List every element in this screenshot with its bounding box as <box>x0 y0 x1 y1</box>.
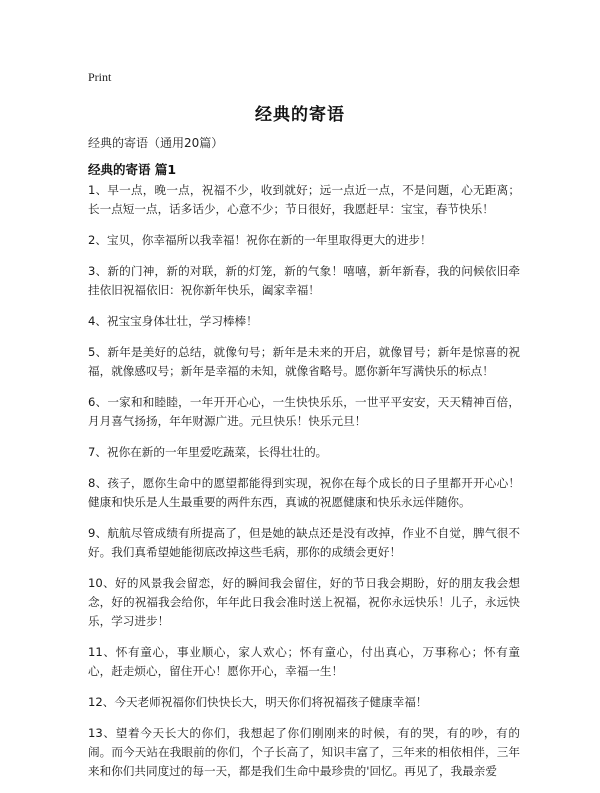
entry-paragraph: 9、航航尽管成绩有所提高了，但是她的缺点还是没有改掉，作业不自觉，脾气很不好。我们真希望她能彻底改掉这些毛病，那你的成绩会更好！ <box>88 526 520 559</box>
entry-paragraph: 13、望着今天长大的你们，我想起了你们刚刚来的时候，有的哭，有的吵，有的闹。而今天站在我眼前的你们，个子长高了，知识丰富了，三年来的相依相伴，三年来和你们共同度过的每一天，都是我们生命中最珍贵的'回忆。再见了，我最亲爱 <box>88 726 520 778</box>
entry-paragraph: 5、新年是美好的总结，就像句号；新年是未来的开启，就像冒号；新年是惊喜的祝福，就像感叹号；新年是幸福的未知，就像省略号。愿你新年写满快乐的标点！ <box>88 345 520 378</box>
entry-paragraph: 8、孩子，愿你生命中的愿望都能得到实现，祝你在每个成长的日子里都开开心心！健康和快乐是人生最重要的两件东西，真诚的祝愿健康和快乐永远伴随你。 <box>88 476 520 509</box>
entry-paragraph: 6、一家和和睦睦，一年开开心心，一生快快乐乐，一世平平安安，天天精神百倍，月月喜气扬扬，年年财源广进。元旦快乐！快乐元旦！ <box>88 395 520 428</box>
entry-paragraph: 4、祝宝宝身体壮壮，学习棒棒！ <box>88 314 258 328</box>
entry-paragraph: 3、新的门神，新的对联，新的灯笼，新的气象！嘻嘻，新年新春，我的问候依旧牵挂依旧祝福依旧：祝你新年快乐，阖家幸福！ <box>88 264 520 297</box>
page-title: 经典的寄语 <box>255 105 345 125</box>
entry-paragraph: 7、祝你在新的一年里爱吃蔬菜，长得壮壮的。 <box>88 445 328 459</box>
entry-paragraph: 11、怀有童心，事业顺心，家人欢心；怀有童心，付出真心，万事称心；怀有童心，赶走烦心，留住开心！愿你开心，幸福一生！ <box>88 645 520 678</box>
section-heading: 经典的寄语 篇1 <box>88 162 177 177</box>
entry-paragraph: 2、宝贝，你幸福所以我幸福！祝你在新的一年里取得更大的进步！ <box>88 233 432 247</box>
entry-paragraph: 1、早一点，晚一点，祝福不少，收到就好；远一点近一点，不是问题，心无距离；长一点短一点，话多话少，心意不少；节日很好，我愿赶早：宝宝，春节快乐！ <box>88 183 520 216</box>
print-label[interactable]: Print <box>88 70 112 84</box>
entry-paragraph: 12、今天老师祝福你们快快长大，明天你们将祝福孩子健康幸福！ <box>88 695 428 709</box>
document-subtitle: 经典的寄语（通用20篇） <box>88 136 224 150</box>
entry-list <box>88 181 520 793</box>
entry-paragraph: 10、好的风景我会留恋，好的瞬间我会留住，好的节日我会期盼，好的朋友我会想念，好的祝福我会给你，年年此日我会准时送上祝福，祝你永远快乐！儿子，永远快乐，学习进步！ <box>88 576 520 628</box>
